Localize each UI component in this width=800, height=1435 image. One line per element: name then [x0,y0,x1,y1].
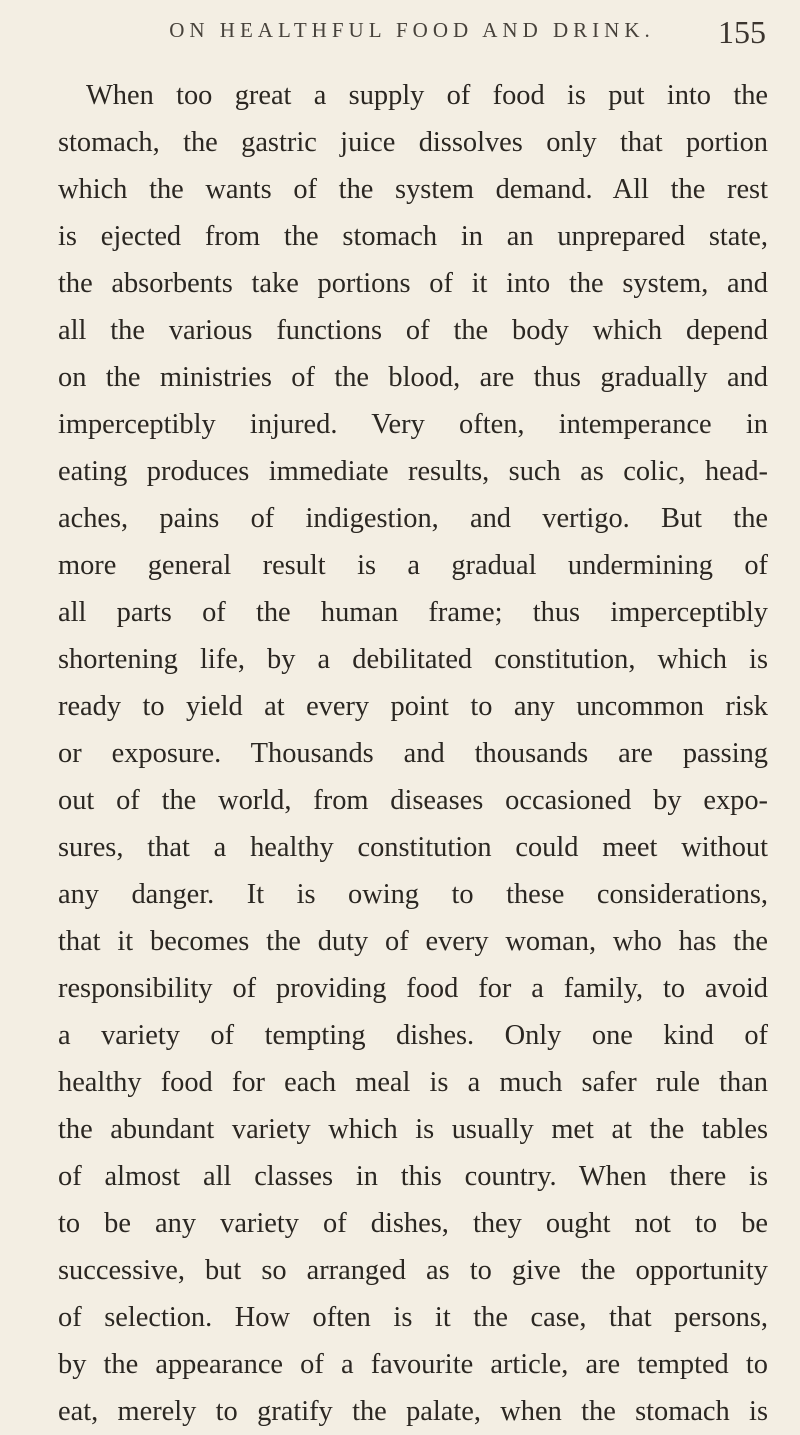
text-line: the absorbents take portions of it into the system, and [58,268,768,299]
text-line: When too great a supply of food is put into the [86,80,768,111]
page-header [58,14,766,64]
text-line: stomach, the gastric juice dissolves only that portion [58,127,768,158]
text-line: a variety of tempting dishes. Only one kind of [58,1020,768,1051]
text-line: successive, but so arranged as to give the opportunity [58,1255,768,1286]
text-line: all the various functions of the body which depend [58,315,768,346]
page-number: 155 [718,14,766,50]
text-line: by the appearance of a favourite article, are tempted to [58,1349,768,1380]
text-line: ready to yield at every point to any uncommon risk [58,691,768,722]
text-line: healthy food for each meal is a much safer rule than [58,1067,768,1098]
text-line: of almost all classes in this country. When there is [58,1161,768,1192]
text-line: that it becomes the duty of every woman, who has the [58,926,768,957]
text-line: on the ministries of the blood, are thus gradually and [58,362,768,393]
text-line: imperceptibly injured. Very often, intemperance in [58,409,768,440]
text-line: shortening life, by a debilitated constitution, which is [58,644,768,675]
text-line: or exposure. Thousands and thousands are passing [58,738,768,769]
text-line: sures, that a healthy constitution could meet without [58,832,768,863]
text-line: is ejected from the stomach in an unprepared state, [58,221,768,252]
text-line: aches, pains of indigestion, and vertigo. But the [58,503,768,534]
text-line: out of the world, from diseases occasioned by expo- [58,785,768,816]
text-line: all parts of the human frame; thus imperceptibly [58,597,768,628]
text-line: eat, merely to gratify the palate, when the stomach is [58,1396,768,1427]
text-line: more general result is a gradual undermining of [58,550,768,581]
text-line: of selection. How often is it the case, that persons, [58,1302,768,1333]
text-line: eating produces immediate results, such as colic, head- [58,456,768,487]
text-line: to be any variety of dishes, they ought not to be [58,1208,768,1239]
text-line: any danger. It is owing to these considerations, [58,879,768,910]
text-line: the abundant variety which is usually met at the tables [58,1114,768,1145]
text-line: which the wants of the system demand. All the rest [58,174,768,205]
running-head: ON HEALTHFUL FOOD AND DRINK. [169,18,655,42]
body-paragraph [58,72,768,1435]
text-line: responsibility of providing food for a family, to avoid [58,973,768,1004]
